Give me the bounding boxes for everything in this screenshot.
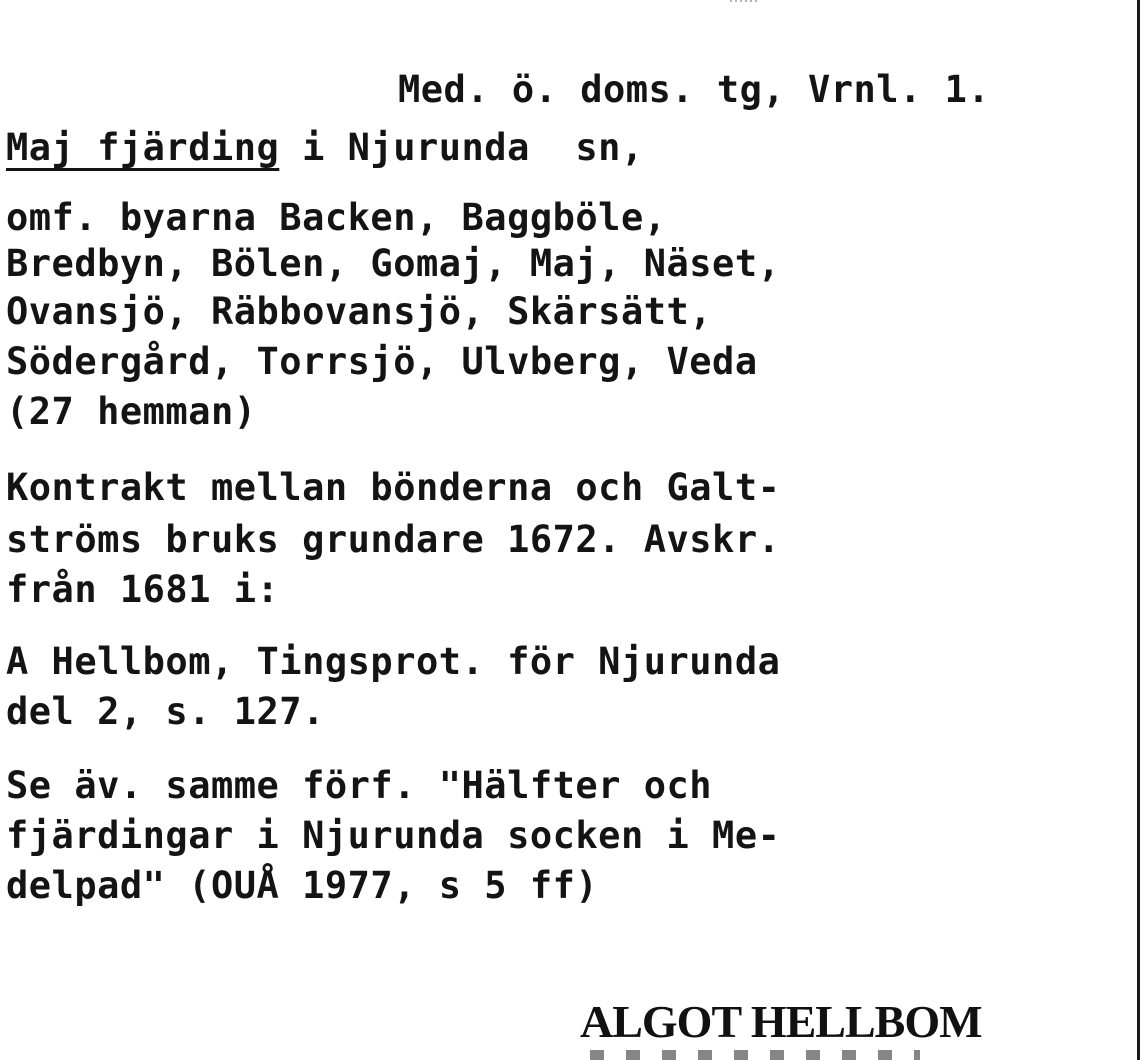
see-also-line-2: fjärdingar i Njurunda socken i Me- [6,814,781,857]
contract-line-3: från 1681 i: [6,568,280,611]
villages-line-5: (27 hemman) [6,390,257,433]
source-line-1: A Hellbom, Tingsprot. för Njurunda [6,640,781,683]
card-title: Maj fjärding [6,126,280,169]
card-title-suffix: i Njurunda sn, [279,126,644,169]
villages-line-4: Södergård, Torrsjö, Ulvberg, Veda [6,340,758,383]
see-also-line-3: delpad" (OUÅ 1977, s 5 ff) [6,864,599,907]
villages-line-3: Ovansjö, Räbbovansjö, Skärsätt, [6,290,713,333]
scan-specks [730,0,760,2]
see-also-line-1: Se äv. samme förf. "Hälfter och [6,764,713,807]
contract-line-1: Kontrakt mellan bönderna och Galt- [6,466,781,509]
contract-line-2: ströms bruks grundare 1672. Avskr. [6,518,781,561]
card-title-line [6,128,644,168]
card-edge-rule [1137,0,1140,1060]
source-line-2: del 2, s. 127. [6,690,325,733]
villages-line-2: Bredbyn, Bölen, Gomaj, Maj, Näset, [6,242,781,285]
cropped-stamp-line [590,1050,920,1060]
archive-reference: Med. ö. doms. tg, Vrnl. 1. [398,68,991,111]
author-stamp: ALGOT HELLBOM [580,996,982,1047]
villages-line-1: omf. byarna Backen, Baggböle, [6,196,667,239]
